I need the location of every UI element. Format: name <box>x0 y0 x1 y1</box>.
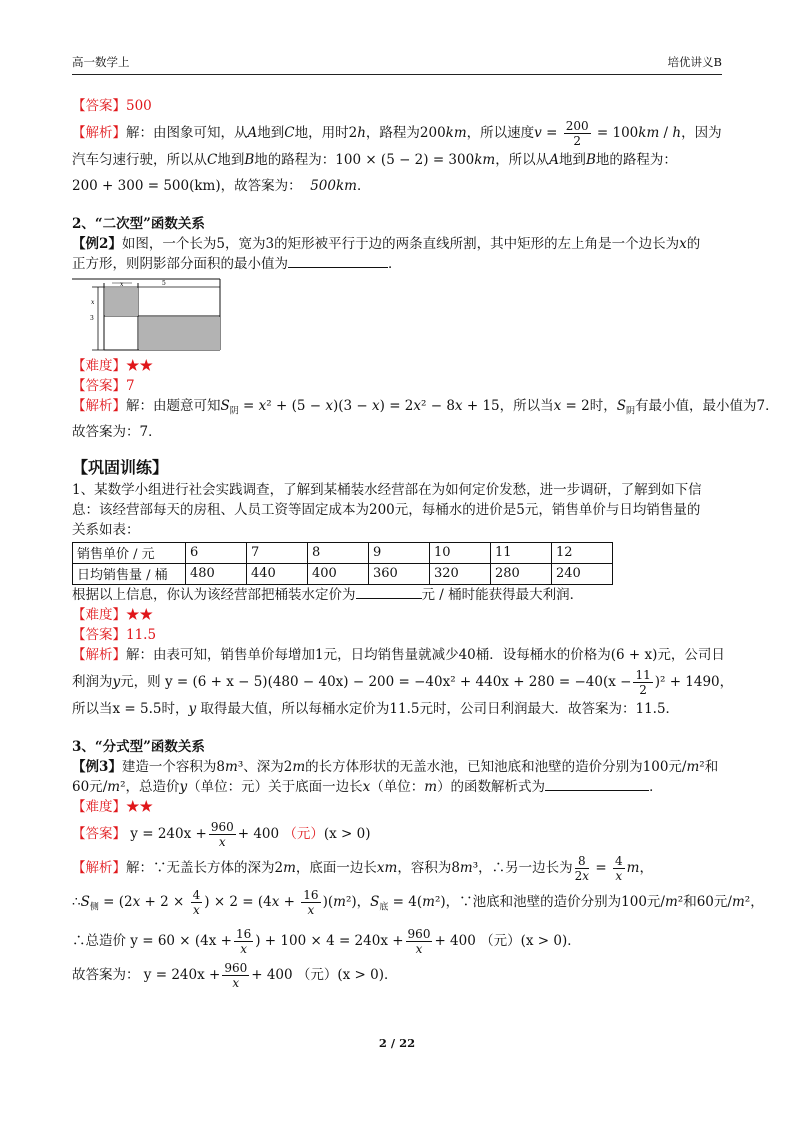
table-cell: 360 <box>369 563 430 584</box>
table-row <box>73 542 613 563</box>
table-cell: 12 <box>552 542 613 563</box>
analysis-line: 汽车匀速行驶，所以从C地到B地的路程为：100 × (5 − 2) = 300km，所以从A地到B地的路程为： <box>72 152 677 168</box>
answer-line: 【答案】7 <box>72 378 135 394</box>
analysis-line: 【解析】解：由表可知，销售单价每增加1元，日均销售量就减少40桶．设每桶水的价格为(6 + x)元，公司日 <box>72 646 725 663</box>
question-line: 息：该经营部每天的房租、人员工资等固定成本为200元，每桶水的进价是5元，销售单价与日均销售量的 <box>72 501 701 518</box>
difficulty-line: 【难度】★★ <box>72 606 153 623</box>
analysis-line: 【解析】解：∵无盖长方体的深为2m，底面一边长xm，容积为8m³，∴另一边长为 $\frac{8}{2x}$ = $\frac{4}{x}$ m， <box>72 853 653 883</box>
answer-blank <box>288 255 388 268</box>
rectangle-figure <box>72 278 722 356</box>
fraction: $\frac{16}{x}$ <box>303 887 319 917</box>
table-header-cell: 日均销售量 / 桶 <box>73 563 186 584</box>
table-cell: 400 <box>308 563 369 584</box>
difficulty-stars: ★★ <box>126 606 153 623</box>
analysis-line: 200 + 300 = 500(km)，故答案为： 500km． <box>72 178 371 194</box>
fraction: $\frac{11}{2}$ <box>635 667 651 697</box>
table-cell: 9 <box>369 542 430 563</box>
label-x-left: x <box>91 299 95 306</box>
section-title: 2、“二次型”函数关系 <box>72 216 205 232</box>
page-content <box>72 96 779 992</box>
label-x-top: x <box>120 281 124 288</box>
table-cell: 440 <box>247 563 308 584</box>
speed-fraction: $\frac{200}{2}$ <box>565 119 589 148</box>
section-title: 3、“分式型”函数关系 <box>72 738 205 755</box>
question-line: 正方形，则阴影部分面积的最小值为 ． <box>72 256 402 272</box>
shaded-rectangle <box>139 317 220 350</box>
fraction: $\frac{4}{x}$ <box>614 853 623 883</box>
question-line: 1、某数学小组进行社会实践调查，了解到某桶装水经营部在为如何定价发愁，进一步调研，了解到如下信 <box>72 481 702 498</box>
question-line: 【例3】建造一个容积为8m³、深为2m的长方体形状的无盖水池，已知池底和池壁的造价分别为100元/m²和 <box>72 758 719 775</box>
analysis-line: 故答案为： y = 240x + $\frac{960}{x}$ + 400 （元）(x > 0)． <box>72 961 398 991</box>
fraction: $\frac{16}{x}$ <box>235 927 252 957</box>
table-cell: 320 <box>430 563 491 584</box>
answer-blank <box>356 586 422 599</box>
header-title: 培优讲义B <box>667 55 722 69</box>
table-cell: 6 <box>186 542 247 563</box>
difficulty-stars: ★★ <box>126 358 153 374</box>
fraction: $\frac{960}{x}$ <box>224 961 248 991</box>
table-cell: 480 <box>186 563 247 584</box>
analysis-line: 所以当x = 5.5时，y 取得最大值，所以每桶水定价为11.5元时，公司日利润最大．故答案为：11.5． <box>72 700 680 717</box>
answer-value: 11.5 <box>126 626 157 643</box>
question-line: 60元/m²，总造价y（单位：元）关于底面一边长x（单位：m）的函数解析式为 ． <box>72 778 663 795</box>
price-table <box>72 542 613 585</box>
table-cell: 10 <box>430 542 491 563</box>
analysis-line: ∴总造价 y = 60 × (4x + $\frac{16}{x}$ ) + 100 × 4 = 240x + $\frac{960}{x}$ + 400 （元）(x > 0)． <box>72 927 581 957</box>
table-cell: 240 <box>552 563 613 584</box>
fraction: $\frac{4}{x}$ <box>192 887 201 917</box>
difficulty-stars: ★★ <box>126 798 153 815</box>
analysis-line: 故答案为：7． <box>72 423 162 440</box>
table-header-cell: 销售单价 / 元 <box>73 542 186 563</box>
table-row <box>73 563 613 584</box>
answer-value: 500 <box>126 98 152 114</box>
answer-line: 【答案】 y = 240x + $\frac{960}{x}$ + 400 （元）(x > 0) <box>72 819 371 849</box>
rectangle-diagram <box>72 278 232 352</box>
page-header <box>72 52 722 75</box>
section-title: 【巩固训练】 <box>72 457 169 477</box>
answer-line: 【答案】11.5 <box>72 626 157 643</box>
analysis-line: 利润为y元，则 y = (6 + x − 5)(480 − 40x) − 200 = −40x² + 440x + 280 = −40(x − $\frac{11}{2}$ )² + 1490， <box>72 667 734 697</box>
fraction: $\frac{8}{2x}$ <box>574 853 590 883</box>
label-five: 5 <box>162 280 166 287</box>
difficulty-line: 【难度】★★ <box>72 358 153 374</box>
table-cell: 7 <box>247 542 308 563</box>
table-cell: 8 <box>308 542 369 563</box>
answer-value: 7 <box>126 378 135 394</box>
analysis-line: $\therefore S_侧 = (2x + 2$ × $\frac{4}{x}$ ) × 2 = (4x + $\frac{16}{x}$ )(m²)，$S_底 = 4(m^2)$，∵池底和池壁的造价分别为100元/m²和60元/m²， <box>72 887 764 917</box>
header-course: 高一数学上 <box>72 55 130 69</box>
difficulty-line: 【难度】★★ <box>72 798 153 815</box>
answer-blank <box>545 778 649 791</box>
question-line: 【例2】如图，一个长为5，宽为3的矩形被平行于边的两条直线所割，其中矩形的左上角是一个边长为x的 <box>72 236 701 252</box>
analysis-line: 【解析】解：由图象可知，从A地到C地，用时2h，路程为200km，所以速度v = $\frac{200}{2}$ = 100km / h，因为 <box>72 119 722 148</box>
page-number: 2 / 22 <box>378 1036 416 1050</box>
shaded-square <box>105 288 138 316</box>
fraction: $\frac{960}{x}$ <box>407 927 431 957</box>
label-three: 3 <box>90 315 94 322</box>
fraction: $\frac{960}{x}$ <box>210 819 234 849</box>
table-cell: 11 <box>491 542 552 563</box>
answer-line: 【答案】500 <box>72 98 152 114</box>
analysis-line: 【解析】解：由题意可知$S_阴 = x^2 + (5 - x)(3 - x) = 2x^2 - 8x + 15$，所以当x = 2时，$S_阴$有最小值，最小值为7． <box>72 398 779 417</box>
table-cell: 280 <box>491 563 552 584</box>
question-line: 根据以上信息，你认为该经营部把桶装水定价为 元 / 桶时能获得最大利润． <box>72 586 584 603</box>
question-line: 关系如表： <box>72 521 140 538</box>
